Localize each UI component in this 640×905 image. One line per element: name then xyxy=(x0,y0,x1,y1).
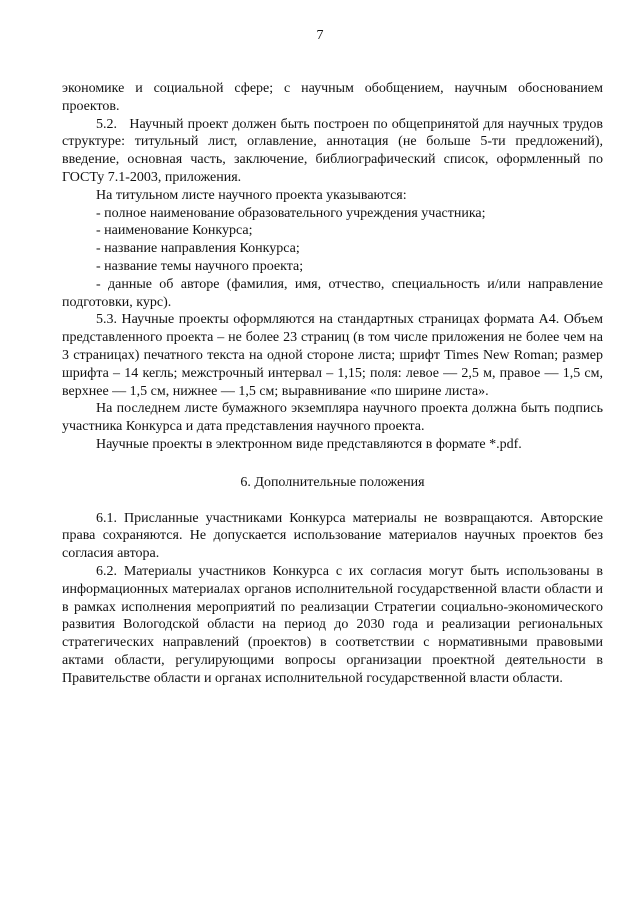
page-number: 7 xyxy=(316,28,324,43)
paragraph-continuation: экономике и социальной сфере; с научным обобщением, научным обоснованием проектов. xyxy=(62,81,603,114)
list-item-contest-direction: - название направления Конкурса; xyxy=(96,241,300,257)
list-item-contest-name: - наименование Конкурса; xyxy=(96,223,253,239)
paragraph-title-page-intro: На титульном листе научного проекта указываются: xyxy=(96,187,407,203)
paragraph-5-3: 5.3. Научные проекты оформляются на стандартных страницах формата А4. Объем представленного проекта – не более 23 страниц (в том числе приложения не более чем на 3 страницах) печатного текста на одной стороне листа; шрифт Times New Roman; размер шрифта – 14 кегль; межстрочный интервал – 1,15; поля: левое — 2,5 м, правое — 1,5 см, верхнее — 1,5 см, нижнее — 1,5 см; выравнивание «по ширине листа». xyxy=(62,312,603,399)
paragraph-5-2: 5.2. Научный проект должен быть построен по общепринятой для научных трудов структуре: титульный лист, оглавление, аннотация (не больше 5-ти предложений), введение, основная часть, заключение, библиографический список, оформленный по ГОСТу 7.1-2003, приложения. xyxy=(62,116,603,185)
paragraph-pdf-format: Научные проекты в электронном виде представляются в формате *.pdf. xyxy=(96,436,522,452)
list-item-author-data: - данные об авторе (фамилия, имя, отчество, специальность и/или направление подготовки, курс). xyxy=(62,276,603,310)
paragraph-last-sheet: На последнем листе бумажного экземпляра научного проекта должна быть подпись участника Конкурса и дата представления научного проекта. xyxy=(62,401,603,435)
list-item-project-topic: - название темы научного проекта; xyxy=(96,258,304,274)
paragraph-6-1: 6.1. Присланные участниками Конкурса материалы не возвращаются. Авторские права сохраняются. Не допускается использование материалов научных проектов без согласия автора. xyxy=(62,510,603,562)
paragraph-6-2: 6.2. Материалы участников Конкурса с их согласия могут быть использованы в информационных материалах органов исполнительной государственной власти области и в рамках исполнения мероприятий по реализации Стратегии социально-экономического развития Вологодской области на период до 2030 года и реализации региональных стратегических направлений (проектов) в соответствии с нормативными правовыми актами области, регулирующими вопросы организации проектной деятельности в Правительстве области и органах исполнительной государственной власти области. xyxy=(62,563,603,686)
list-item-institution: - полное наименование образовательного учреждения участника; xyxy=(96,205,486,221)
document-body xyxy=(62,80,603,688)
section-heading: 6. Дополнительные положения xyxy=(240,474,425,490)
